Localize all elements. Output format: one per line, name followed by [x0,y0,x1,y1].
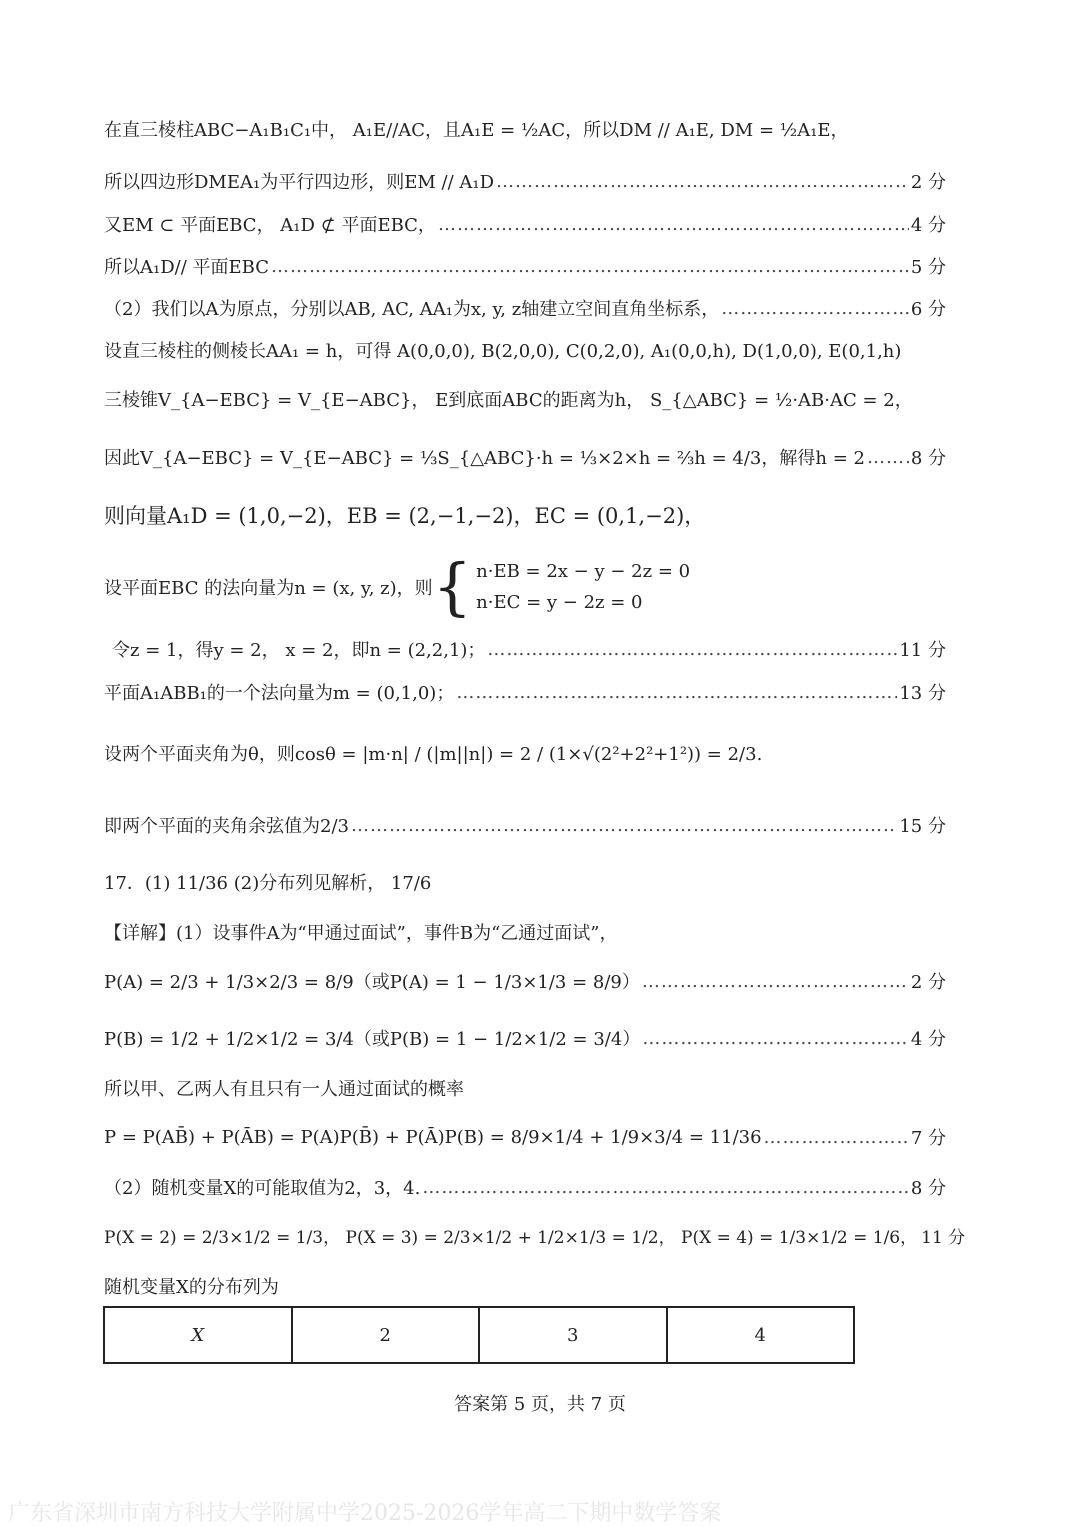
text-line [104,211,946,237]
line-16: 【详解】(1）设事件A为“甲通过面试”，事件B为“乙通过面试”， [104,923,618,944]
leader-dots [438,214,909,235]
text-line [104,386,946,412]
line-9: 则向量A₁D = (1,0,−2)，EB = (2,−1,−2)，EC = (0,1,−2)， [104,504,706,528]
leader-dots [271,256,909,277]
leader-dots [422,1177,908,1198]
leader-dots [496,171,909,192]
score-label: 4 分 [910,1029,946,1050]
leader-dots [764,1127,909,1148]
question-17-answer: 17．(1) 11/36 (2)分布列见解析， 17/6 [104,873,432,894]
line-14: 即两个平面的夹角余弦值为2/3 [104,816,349,837]
line-8: 因此V_{A−EBC} = V_{E−ABC} = ⅓S_{△ABC}·h = ⅓×2×h = ⅔h = 4/3，解得h = 2 [104,448,865,469]
score-label: 15 分 [899,816,946,837]
score-label: 11 分 [921,1228,966,1248]
leader-dots [721,298,909,319]
leader-dots [351,815,897,836]
text-line [104,337,946,363]
text-line [104,919,946,945]
text-line [104,116,946,142]
line-19: 所以甲、乙两人有且只有一人通过面试的概率 [104,1079,464,1100]
line-5: （2）我们以A为原点，分别以AB, AC, AA₁为x, y, z轴建立空间直角坐标系， [104,299,720,320]
table-cell: 2 [292,1307,480,1363]
brace-glyph: { [432,550,473,623]
line-2: 所以四边形DMEA₁为平行四边形，则EM // A₁D [104,172,495,193]
text-line [104,444,946,470]
text-line [104,1025,946,1051]
line-18: P(B) = 1/2 + 1/2×1/2 = 3/4（或P(B) = 1 − 1/2×1/2 = 3/4） [104,1029,641,1050]
text-line [112,636,946,662]
line-22: P(X = 2) = 2/3×1/2 = 1/3， P(X = 3) = 2/3×1/2 + 1/2×1/3 = 1/2， P(X = 4) = 1/3×1/2 = 1/6， [104,1228,918,1248]
score-label: 5 分 [910,257,946,278]
line-7: 三棱锥V_{A−EBC} = V_{E−ABC}， E到底面ABC的距离为h， S_{△ABC} = ½·AB·AC = 2， [104,390,913,411]
text-line [104,168,946,194]
text-line [104,812,946,838]
page-footer: 答案第 5 页，共 7 页 [454,1394,626,1415]
text-line [104,1174,946,1200]
leader-dots [456,682,897,703]
text-line [104,1075,946,1101]
score-label: 13 分 [899,683,946,704]
line-23: 随机变量X的分布列为 [104,1277,279,1298]
line-6: 设直三棱柱的侧棱长AA₁ = h，可得 A(0,0,0), B(2,0,0), C(0,2,0), A₁(0,0,h), D(1,0,0), E(0,1,h) [104,341,902,362]
line-11: 令z = 1，得y = 2， x = 2，即n = (2,2,1)； [112,640,486,661]
table-cell: 3 [479,1307,667,1363]
line-10-prefix: 设平面EBC 的法向量为n = (x, y, z)，则 [104,578,433,599]
score-label: 8 分 [910,1178,946,1199]
text-line [104,500,946,530]
equation-system [432,550,691,623]
line-20: P = P(AB̄) + P(ĀB) = P(A)P(B̄) + P(Ā)P(B) = 8/9×1/4 + 1/9×3/4 = 11/36 [104,1126,762,1148]
score-label: 2 分 [910,972,946,993]
line-13: 设两个平面夹角为θ，则cosθ = |m·n| / (|m||n|) = 2 / (1×√(2²+2²+1²)) = 2/3. [104,744,763,765]
score-label: 7 分 [910,1128,946,1149]
score-label: 11 分 [899,640,946,661]
text-line [104,550,946,623]
system-lines [476,561,690,613]
text-line [104,1273,946,1299]
text-line [104,253,946,279]
line-12: 平面A₁ABB₁的一个法向量为m = (0,1,0)； [104,683,455,704]
text-line [104,869,946,895]
score-label: 8 分 [910,448,946,469]
equation-2: n·EC = y − 2z = 0 [476,592,643,613]
line-17: P(A) = 2/3 + 1/3×2/3 = 8/9（或P(A) = 1 − 1/3×1/3 = 8/9） [104,972,640,993]
line-1: 在直三棱柱ABC−A₁B₁C₁中， A₁E//AC，且A₁E = ½AC，所以DM // A₁E, DM = ½A₁E， [104,120,849,141]
table-cell: X [104,1307,292,1363]
score-label: 4 分 [910,215,946,236]
line-4: 所以A₁D// 平面EBC [104,257,269,278]
text-line [104,740,946,766]
score-label: 2 分 [910,172,946,193]
watermark: 广东省深圳市南方科技大学附属中学2025-2026学年高二下期中数学答案 [8,1501,722,1526]
leader-dots [867,447,909,468]
text-line [104,1124,946,1150]
leader-dots [642,1028,908,1049]
text-line [104,679,946,705]
leader-dots [487,639,897,660]
table-cell: 4 [667,1307,855,1363]
leader-dots [642,971,909,992]
distribution-table [103,1306,855,1364]
score-label: 6 分 [910,299,946,320]
text-line [104,295,946,321]
line-3: 又EM ⊂ 平面EBC， A₁D ⊄ 平面EBC， [104,215,436,236]
line-21: （2）随机变量X的可能取值为2，3，4. [104,1178,421,1199]
table-row [104,1307,854,1363]
text-line [104,968,946,994]
equation-1: n·EB = 2x − y − 2z = 0 [476,561,691,582]
text-line [104,1223,966,1248]
